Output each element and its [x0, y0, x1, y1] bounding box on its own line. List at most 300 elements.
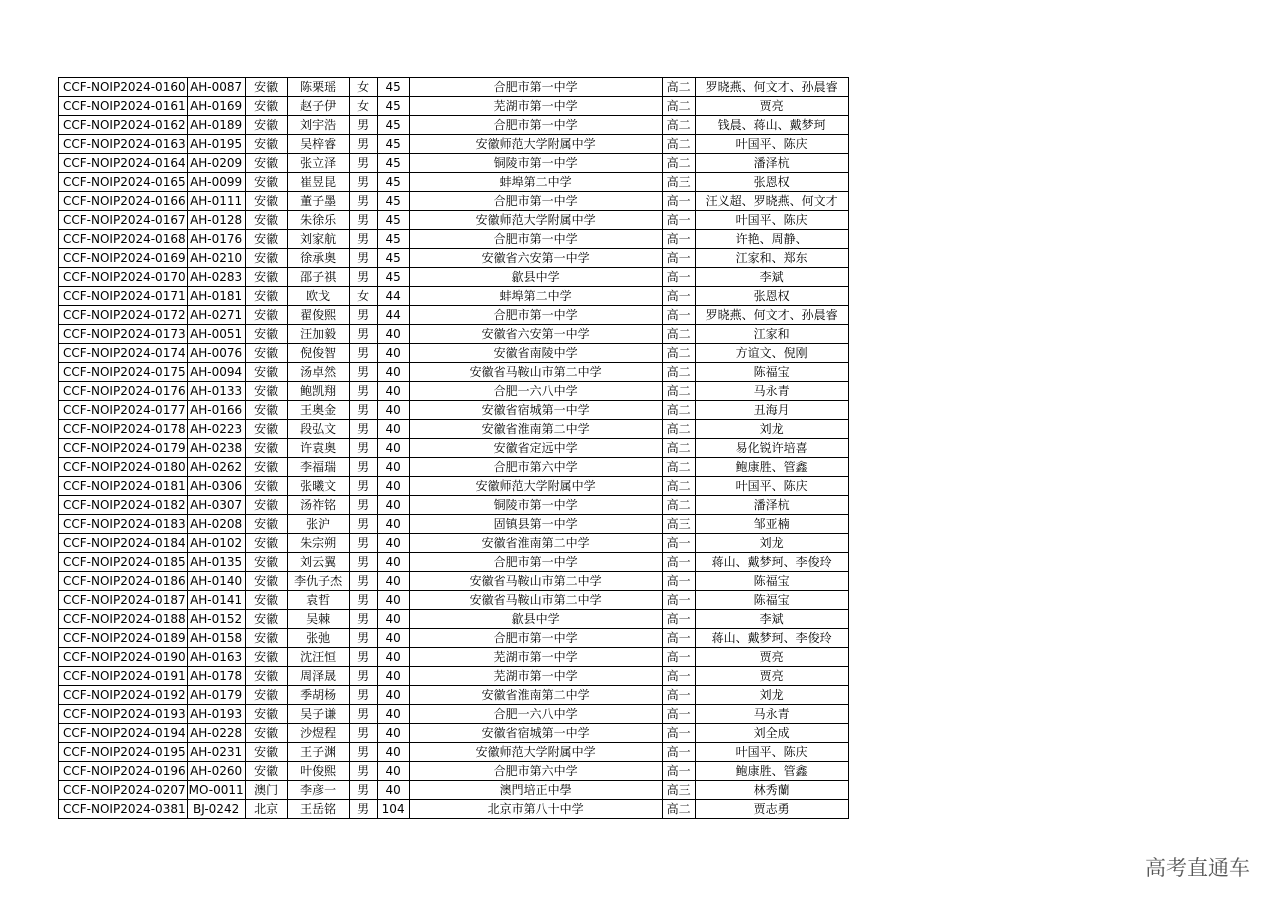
- province-cell: 安徽: [245, 667, 287, 686]
- exam-id-cell: CCF-NOIP2024-0193: [59, 705, 188, 724]
- province-cell: 安徽: [245, 363, 287, 382]
- seat-id-cell: AH-0223: [187, 420, 245, 439]
- gender-cell: 男: [349, 230, 377, 249]
- name-cell: 刘宇浩: [287, 116, 349, 135]
- name-cell: 沙煜程: [287, 724, 349, 743]
- province-cell: 安徽: [245, 686, 287, 705]
- coach-cell: 陈福宝: [695, 363, 848, 382]
- score-cell: 40: [377, 591, 409, 610]
- score-cell: 40: [377, 667, 409, 686]
- coach-cell: 鲍康胜、管鑫: [695, 458, 848, 477]
- table-row: [59, 743, 849, 762]
- seat-id-cell: AH-0140: [187, 572, 245, 591]
- name-cell: 徐承奥: [287, 249, 349, 268]
- score-cell: 104: [377, 800, 409, 819]
- score-cell: 40: [377, 496, 409, 515]
- name-cell: 叶俊熙: [287, 762, 349, 781]
- school-cell: 合肥市第一中学: [409, 629, 662, 648]
- exam-id-cell: CCF-NOIP2024-0160: [59, 78, 188, 97]
- grade-cell: 高二: [662, 154, 695, 173]
- table-row: [59, 553, 849, 572]
- gender-cell: 男: [349, 458, 377, 477]
- school-cell: 固镇县第一中学: [409, 515, 662, 534]
- name-cell: 汤卓然: [287, 363, 349, 382]
- name-cell: 朱徐乐: [287, 211, 349, 230]
- exam-id-cell: CCF-NOIP2024-0177: [59, 401, 188, 420]
- province-cell: 安徽: [245, 553, 287, 572]
- school-cell: 安徽省宿城第一中学: [409, 401, 662, 420]
- school-cell: 安徽师范大学附属中学: [409, 135, 662, 154]
- school-cell: 芜湖市第一中学: [409, 667, 662, 686]
- score-cell: 40: [377, 325, 409, 344]
- exam-id-cell: CCF-NOIP2024-0168: [59, 230, 188, 249]
- province-cell: 安徽: [245, 420, 287, 439]
- score-cell: 40: [377, 743, 409, 762]
- coach-cell: 李斌: [695, 268, 848, 287]
- name-cell: 张沪: [287, 515, 349, 534]
- school-cell: 北京市第八十中学: [409, 800, 662, 819]
- province-cell: 安徽: [245, 648, 287, 667]
- school-cell: 合肥市第一中学: [409, 306, 662, 325]
- school-cell: 铜陵市第一中学: [409, 496, 662, 515]
- table-row: [59, 420, 849, 439]
- seat-id-cell: AH-0181: [187, 287, 245, 306]
- score-cell: 45: [377, 192, 409, 211]
- province-cell: 安徽: [245, 306, 287, 325]
- table-row: [59, 534, 849, 553]
- exam-id-cell: CCF-NOIP2024-0162: [59, 116, 188, 135]
- province-cell: 澳门: [245, 781, 287, 800]
- province-cell: 安徽: [245, 515, 287, 534]
- name-cell: 王子渊: [287, 743, 349, 762]
- school-cell: 歙县中学: [409, 610, 662, 629]
- seat-id-cell: AH-0307: [187, 496, 245, 515]
- grade-cell: 高一: [662, 648, 695, 667]
- name-cell: 欧戈: [287, 287, 349, 306]
- seat-id-cell: AH-0195: [187, 135, 245, 154]
- coach-cell: 贾亮: [695, 648, 848, 667]
- table-row: [59, 458, 849, 477]
- coach-cell: 方谊文、倪刚: [695, 344, 848, 363]
- coach-cell: 张恩权: [695, 287, 848, 306]
- gender-cell: 男: [349, 382, 377, 401]
- grade-cell: 高一: [662, 534, 695, 553]
- coach-cell: 蒋山、戴梦珂、李俊玲: [695, 629, 848, 648]
- province-cell: 安徽: [245, 192, 287, 211]
- seat-id-cell: AH-0262: [187, 458, 245, 477]
- name-cell: 许袁奥: [287, 439, 349, 458]
- province-cell: 安徽: [245, 249, 287, 268]
- seat-id-cell: AH-0076: [187, 344, 245, 363]
- table-row: [59, 781, 849, 800]
- coach-cell: 江家和、郑东: [695, 249, 848, 268]
- coach-cell: 刘龙: [695, 420, 848, 439]
- table-row: [59, 629, 849, 648]
- score-cell: 45: [377, 135, 409, 154]
- province-cell: 安徽: [245, 78, 287, 97]
- results-table: [58, 77, 849, 819]
- grade-cell: 高一: [662, 211, 695, 230]
- seat-id-cell: AH-0178: [187, 667, 245, 686]
- grade-cell: 高一: [662, 629, 695, 648]
- table-row: [59, 515, 849, 534]
- score-cell: 44: [377, 287, 409, 306]
- province-cell: 安徽: [245, 230, 287, 249]
- score-cell: 40: [377, 363, 409, 382]
- score-cell: 40: [377, 458, 409, 477]
- grade-cell: 高二: [662, 382, 695, 401]
- coach-cell: 张恩权: [695, 173, 848, 192]
- exam-id-cell: CCF-NOIP2024-0172: [59, 306, 188, 325]
- grade-cell: 高一: [662, 724, 695, 743]
- name-cell: 邵子祺: [287, 268, 349, 287]
- province-cell: 安徽: [245, 97, 287, 116]
- school-cell: 蚌埠第二中学: [409, 287, 662, 306]
- name-cell: 张弛: [287, 629, 349, 648]
- exam-id-cell: CCF-NOIP2024-0182: [59, 496, 188, 515]
- seat-id-cell: AH-0169: [187, 97, 245, 116]
- exam-id-cell: CCF-NOIP2024-0161: [59, 97, 188, 116]
- score-cell: 40: [377, 382, 409, 401]
- seat-id-cell: BJ-0242: [187, 800, 245, 819]
- name-cell: 汪加毅: [287, 325, 349, 344]
- score-cell: 45: [377, 97, 409, 116]
- coach-cell: 罗晓燕、何文才、孙晨睿: [695, 306, 848, 325]
- gender-cell: 男: [349, 515, 377, 534]
- coach-cell: 鲍康胜、管鑫: [695, 762, 848, 781]
- school-cell: 安徽师范大学附属中学: [409, 477, 662, 496]
- score-cell: 40: [377, 762, 409, 781]
- gender-cell: 男: [349, 591, 377, 610]
- gender-cell: 女: [349, 287, 377, 306]
- exam-id-cell: CCF-NOIP2024-0163: [59, 135, 188, 154]
- school-cell: 合肥市第一中学: [409, 192, 662, 211]
- school-cell: 澳門培正中學: [409, 781, 662, 800]
- table-row: [59, 249, 849, 268]
- table-row: [59, 477, 849, 496]
- coach-cell: 马永青: [695, 382, 848, 401]
- province-cell: 安徽: [245, 382, 287, 401]
- seat-id-cell: AH-0176: [187, 230, 245, 249]
- score-cell: 45: [377, 249, 409, 268]
- gender-cell: 男: [349, 135, 377, 154]
- coach-cell: 蒋山、戴梦珂、李俊玲: [695, 553, 848, 572]
- province-cell: 安徽: [245, 287, 287, 306]
- table-row: [59, 572, 849, 591]
- grade-cell: 高二: [662, 401, 695, 420]
- school-cell: 合肥市第六中学: [409, 458, 662, 477]
- school-cell: 合肥市第一中学: [409, 78, 662, 97]
- exam-id-cell: CCF-NOIP2024-0183: [59, 515, 188, 534]
- table-row: [59, 382, 849, 401]
- table-row: [59, 648, 849, 667]
- name-cell: 李仇子杰: [287, 572, 349, 591]
- gender-cell: 男: [349, 781, 377, 800]
- exam-id-cell: CCF-NOIP2024-0174: [59, 344, 188, 363]
- grade-cell: 高一: [662, 705, 695, 724]
- exam-id-cell: CCF-NOIP2024-0181: [59, 477, 188, 496]
- exam-id-cell: CCF-NOIP2024-0171: [59, 287, 188, 306]
- gender-cell: 男: [349, 363, 377, 382]
- coach-cell: 刘龙: [695, 686, 848, 705]
- score-cell: 40: [377, 648, 409, 667]
- exam-id-cell: CCF-NOIP2024-0189: [59, 629, 188, 648]
- school-cell: 安徽省南陵中学: [409, 344, 662, 363]
- province-cell: 安徽: [245, 211, 287, 230]
- name-cell: 赵子伊: [287, 97, 349, 116]
- grade-cell: 高一: [662, 686, 695, 705]
- grade-cell: 高一: [662, 192, 695, 211]
- exam-id-cell: CCF-NOIP2024-0179: [59, 439, 188, 458]
- province-cell: 安徽: [245, 154, 287, 173]
- province-cell: 安徽: [245, 762, 287, 781]
- name-cell: 刘云翼: [287, 553, 349, 572]
- name-cell: 鲍凯翔: [287, 382, 349, 401]
- grade-cell: 高二: [662, 78, 695, 97]
- seat-id-cell: AH-0133: [187, 382, 245, 401]
- seat-id-cell: AH-0189: [187, 116, 245, 135]
- seat-id-cell: AH-0051: [187, 325, 245, 344]
- score-cell: 40: [377, 344, 409, 363]
- seat-id-cell: AH-0158: [187, 629, 245, 648]
- table-row: [59, 705, 849, 724]
- name-cell: 吴子谦: [287, 705, 349, 724]
- school-cell: 合肥市第六中学: [409, 762, 662, 781]
- province-cell: 安徽: [245, 135, 287, 154]
- exam-id-cell: CCF-NOIP2024-0192: [59, 686, 188, 705]
- grade-cell: 高二: [662, 344, 695, 363]
- province-cell: 安徽: [245, 629, 287, 648]
- province-cell: 安徽: [245, 610, 287, 629]
- table-row: [59, 78, 849, 97]
- exam-id-cell: CCF-NOIP2024-0196: [59, 762, 188, 781]
- grade-cell: 高二: [662, 325, 695, 344]
- school-cell: 合肥一六八中学: [409, 382, 662, 401]
- grade-cell: 高一: [662, 610, 695, 629]
- score-cell: 40: [377, 534, 409, 553]
- province-cell: 安徽: [245, 724, 287, 743]
- coach-cell: 刘龙: [695, 534, 848, 553]
- exam-id-cell: CCF-NOIP2024-0187: [59, 591, 188, 610]
- exam-id-cell: CCF-NOIP2024-0165: [59, 173, 188, 192]
- exam-id-cell: CCF-NOIP2024-0170: [59, 268, 188, 287]
- grade-cell: 高一: [662, 743, 695, 762]
- school-cell: 铜陵市第一中学: [409, 154, 662, 173]
- name-cell: 李彦一: [287, 781, 349, 800]
- exam-id-cell: CCF-NOIP2024-0195: [59, 743, 188, 762]
- grade-cell: 高二: [662, 800, 695, 819]
- exam-id-cell: CCF-NOIP2024-0207: [59, 781, 188, 800]
- seat-id-cell: AH-0166: [187, 401, 245, 420]
- province-cell: 安徽: [245, 325, 287, 344]
- province-cell: 安徽: [245, 173, 287, 192]
- score-cell: 40: [377, 515, 409, 534]
- grade-cell: 高二: [662, 363, 695, 382]
- exam-id-cell: CCF-NOIP2024-0169: [59, 249, 188, 268]
- coach-cell: 潘泽杭: [695, 496, 848, 515]
- grade-cell: 高二: [662, 496, 695, 515]
- gender-cell: 男: [349, 420, 377, 439]
- name-cell: 朱宗朔: [287, 534, 349, 553]
- coach-cell: 马永青: [695, 705, 848, 724]
- exam-id-cell: CCF-NOIP2024-0176: [59, 382, 188, 401]
- grade-cell: 高二: [662, 458, 695, 477]
- score-cell: 45: [377, 116, 409, 135]
- score-cell: 45: [377, 268, 409, 287]
- seat-id-cell: AH-0283: [187, 268, 245, 287]
- seat-id-cell: AH-0099: [187, 173, 245, 192]
- name-cell: 李福瑞: [287, 458, 349, 477]
- grade-cell: 高一: [662, 762, 695, 781]
- school-cell: 安徽省六安第一中学: [409, 249, 662, 268]
- province-cell: 安徽: [245, 458, 287, 477]
- watermark-text: 高考直通车: [1145, 856, 1250, 880]
- school-cell: 安徽师范大学附属中学: [409, 743, 662, 762]
- coach-cell: 陈福宝: [695, 591, 848, 610]
- grade-cell: 高三: [662, 173, 695, 192]
- gender-cell: 男: [349, 553, 377, 572]
- school-cell: 安徽省宿城第一中学: [409, 724, 662, 743]
- gender-cell: 男: [349, 572, 377, 591]
- name-cell: 王奥金: [287, 401, 349, 420]
- exam-id-cell: CCF-NOIP2024-0180: [59, 458, 188, 477]
- score-cell: 45: [377, 230, 409, 249]
- coach-cell: 邹亚楠: [695, 515, 848, 534]
- coach-cell: 江家和: [695, 325, 848, 344]
- seat-id-cell: AH-0111: [187, 192, 245, 211]
- grade-cell: 高一: [662, 287, 695, 306]
- name-cell: 董子墨: [287, 192, 349, 211]
- score-cell: 45: [377, 173, 409, 192]
- score-cell: 40: [377, 420, 409, 439]
- coach-cell: 李斌: [695, 610, 848, 629]
- seat-id-cell: AH-0208: [187, 515, 245, 534]
- gender-cell: 男: [349, 648, 377, 667]
- score-cell: 44: [377, 306, 409, 325]
- gender-cell: 女: [349, 78, 377, 97]
- gender-cell: 男: [349, 344, 377, 363]
- seat-id-cell: AH-0094: [187, 363, 245, 382]
- grade-cell: 高三: [662, 781, 695, 800]
- exam-id-cell: CCF-NOIP2024-0381: [59, 800, 188, 819]
- coach-cell: 汪义超、罗晓燕、何文才: [695, 192, 848, 211]
- province-cell: 安徽: [245, 477, 287, 496]
- table-row: [59, 116, 849, 135]
- exam-id-cell: CCF-NOIP2024-0175: [59, 363, 188, 382]
- exam-id-cell: CCF-NOIP2024-0190: [59, 648, 188, 667]
- table-row: [59, 401, 849, 420]
- coach-cell: 易化锐许培喜: [695, 439, 848, 458]
- exam-id-cell: CCF-NOIP2024-0167: [59, 211, 188, 230]
- score-cell: 45: [377, 154, 409, 173]
- grade-cell: 高一: [662, 667, 695, 686]
- school-cell: 安徽省六安第一中学: [409, 325, 662, 344]
- gender-cell: 男: [349, 477, 377, 496]
- table-row: [59, 173, 849, 192]
- coach-cell: 叶国平、陈庆: [695, 135, 848, 154]
- name-cell: 沈汪恒: [287, 648, 349, 667]
- table-row: [59, 724, 849, 743]
- school-cell: 安徽省马鞍山市第二中学: [409, 572, 662, 591]
- coach-cell: 贾亮: [695, 667, 848, 686]
- gender-cell: 男: [349, 211, 377, 230]
- province-cell: 安徽: [245, 344, 287, 363]
- gender-cell: 男: [349, 667, 377, 686]
- gender-cell: 男: [349, 116, 377, 135]
- province-cell: 安徽: [245, 439, 287, 458]
- grade-cell: 高一: [662, 306, 695, 325]
- name-cell: 刘家航: [287, 230, 349, 249]
- gender-cell: 男: [349, 705, 377, 724]
- school-cell: 安徽省淮南第二中学: [409, 534, 662, 553]
- seat-id-cell: AH-0228: [187, 724, 245, 743]
- exam-id-cell: CCF-NOIP2024-0185: [59, 553, 188, 572]
- name-cell: 汤祚铭: [287, 496, 349, 515]
- gender-cell: 男: [349, 401, 377, 420]
- province-cell: 安徽: [245, 534, 287, 553]
- name-cell: 张曦文: [287, 477, 349, 496]
- score-cell: 40: [377, 439, 409, 458]
- coach-cell: 罗晓燕、何文才、孙晨睿: [695, 78, 848, 97]
- province-cell: 安徽: [245, 572, 287, 591]
- table-row: [59, 363, 849, 382]
- coach-cell: 贾志勇: [695, 800, 848, 819]
- seat-id-cell: AH-0238: [187, 439, 245, 458]
- coach-cell: 叶国平、陈庆: [695, 743, 848, 762]
- exam-id-cell: CCF-NOIP2024-0194: [59, 724, 188, 743]
- grade-cell: 高一: [662, 553, 695, 572]
- seat-id-cell: AH-0271: [187, 306, 245, 325]
- gender-cell: 男: [349, 192, 377, 211]
- score-cell: 40: [377, 610, 409, 629]
- seat-id-cell: AH-0231: [187, 743, 245, 762]
- coach-cell: 丑海月: [695, 401, 848, 420]
- exam-id-cell: CCF-NOIP2024-0191: [59, 667, 188, 686]
- coach-cell: 林秀蘭: [695, 781, 848, 800]
- school-cell: 安徽省淮南第二中学: [409, 420, 662, 439]
- gender-cell: 男: [349, 743, 377, 762]
- gender-cell: 男: [349, 173, 377, 192]
- seat-id-cell: AH-0135: [187, 553, 245, 572]
- seat-id-cell: AH-0306: [187, 477, 245, 496]
- school-cell: 歙县中学: [409, 268, 662, 287]
- gender-cell: 男: [349, 800, 377, 819]
- gender-cell: 女: [349, 97, 377, 116]
- table-row: [59, 344, 849, 363]
- gender-cell: 男: [349, 154, 377, 173]
- score-cell: 40: [377, 686, 409, 705]
- name-cell: 袁哲: [287, 591, 349, 610]
- seat-id-cell: AH-0179: [187, 686, 245, 705]
- table-row: [59, 667, 849, 686]
- table-row: [59, 135, 849, 154]
- gender-cell: 男: [349, 762, 377, 781]
- seat-id-cell: AH-0210: [187, 249, 245, 268]
- gender-cell: 男: [349, 268, 377, 287]
- school-cell: 安徽省马鞍山市第二中学: [409, 591, 662, 610]
- grade-cell: 高二: [662, 420, 695, 439]
- grade-cell: 高一: [662, 268, 695, 287]
- table-row: [59, 97, 849, 116]
- gender-cell: 男: [349, 439, 377, 458]
- score-cell: 40: [377, 705, 409, 724]
- seat-id-cell: AH-0193: [187, 705, 245, 724]
- gender-cell: 男: [349, 496, 377, 515]
- score-cell: 40: [377, 629, 409, 648]
- exam-id-cell: CCF-NOIP2024-0173: [59, 325, 188, 344]
- score-cell: 40: [377, 553, 409, 572]
- name-cell: 段弘文: [287, 420, 349, 439]
